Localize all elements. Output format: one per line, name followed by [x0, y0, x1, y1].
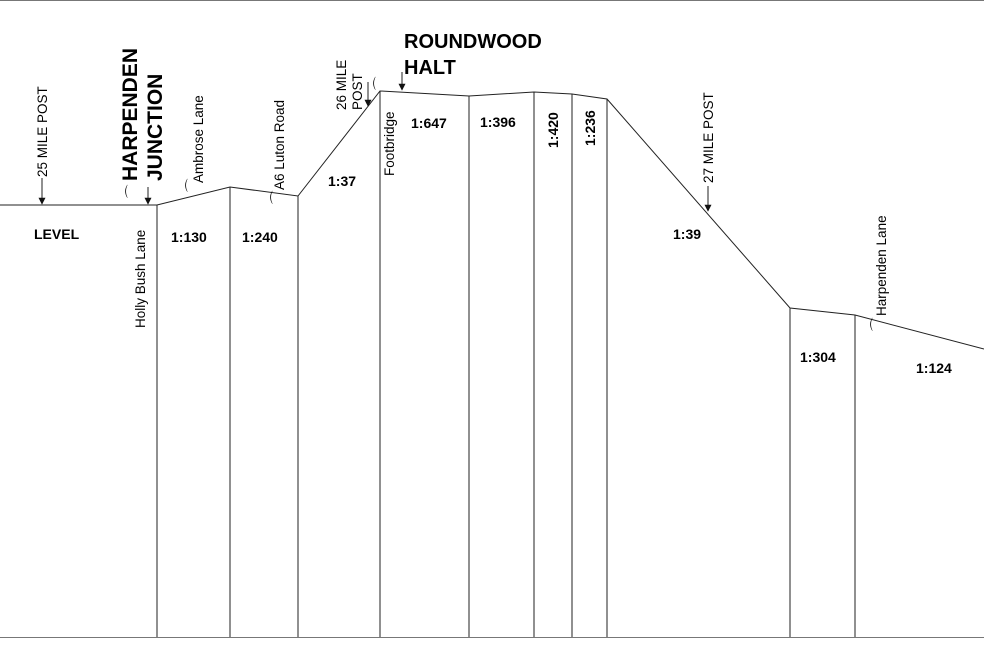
- holly-bush-lane-label: Holly Bush Lane: [133, 229, 148, 328]
- bridge-icon: ⌒: [373, 76, 388, 90]
- bridge-icon: ⌒: [185, 178, 200, 192]
- bridge-icon: ⌒: [125, 184, 140, 198]
- milepost-25-label: 25 MILE POST: [35, 86, 50, 177]
- ambrose-lane-label: Ambrose Lane: [191, 95, 206, 183]
- gradient-1-124: 1:124: [916, 360, 952, 376]
- gradient-1-420: 1:420: [545, 112, 561, 148]
- gradient-1-39: 1:39: [673, 226, 702, 242]
- roundwood-halt-label-line2: HALT: [404, 57, 456, 79]
- roundwood-halt-label-line1: ROUNDWOOD: [404, 31, 542, 53]
- milepost-26-label-line2: POST: [350, 73, 365, 110]
- gradient-1-37: 1:37: [328, 173, 357, 189]
- milepost-27-label: 27 MILE POST: [701, 92, 716, 183]
- harpenden-lane-label: Harpenden Lane: [874, 215, 889, 316]
- gradient-1-647: 1:647: [411, 115, 447, 131]
- gradient-1-396: 1:396: [480, 114, 516, 130]
- milepost-26-label-line1: 26 MILE: [334, 59, 349, 110]
- harpenden-junction-label-line2: JUNCTION: [144, 73, 167, 181]
- gradient-1-236: 1:236: [582, 110, 598, 146]
- harpenden-junction-label-line1: HARPENDEN: [119, 47, 142, 181]
- a6-luton-road-label: A6 Luton Road: [272, 99, 287, 190]
- bridge-icon: ⌒: [870, 317, 885, 331]
- gradient-1-130: 1:130: [171, 229, 207, 245]
- gradient-1-240: 1:240: [242, 229, 278, 245]
- footbridge-label: Footbridge: [382, 111, 397, 176]
- bridge-icon: ⌒: [270, 190, 285, 204]
- gradient-1-304: 1:304: [800, 349, 836, 365]
- gradient-level: LEVEL: [34, 226, 80, 242]
